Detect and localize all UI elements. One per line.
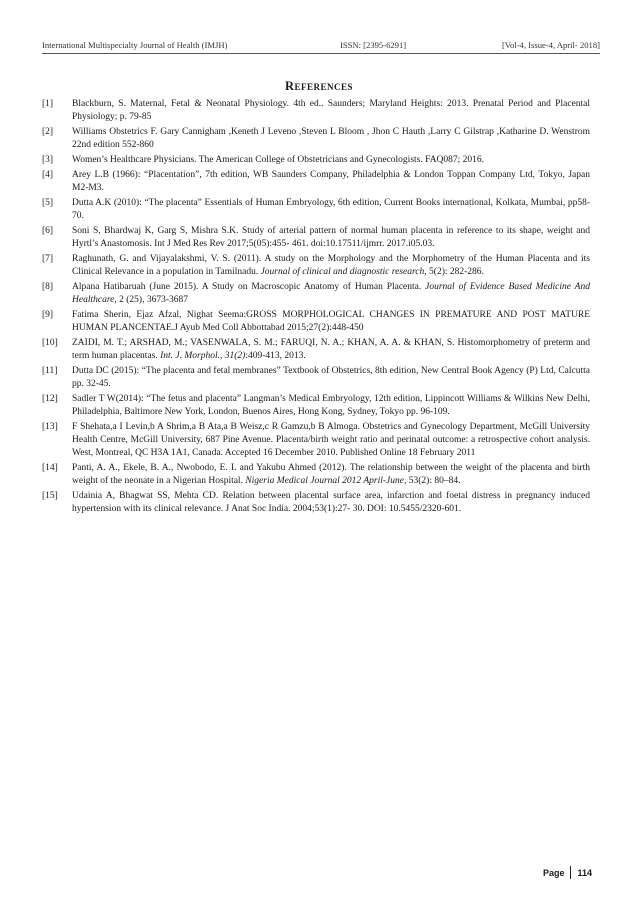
reference-journal-title: Journal of clinical and diagnostic research [260,267,425,277]
page-label: Page [542,867,565,878]
journal-name: International Multispecialty Journal of Health (IMJH) [42,40,228,50]
reference-item [42,169,590,195]
reference-journal-title: Journal of Evidence Based Medicine And Healthcare [72,282,590,305]
reference-number: [13] [42,422,58,432]
reference-item [42,365,590,391]
reference-text-lead: Panti, A. A., Ekele, B. A., Nwobodo, E. I. and Yakubu Ahmed (2012). The relationship between the weight of the placenta and birth weight of the neonate in a Nigerian Hospital. [72,463,590,486]
reference-number: [9] [42,310,54,320]
page-number: 114 [577,867,592,878]
reference-text-tail: , 5(2): 282-286. [424,267,484,277]
reference-text [72,282,590,305]
reference-text [72,338,590,361]
reference-text: Sadler T W(2014): “The fetus and placenta” Langman’s Medical Embryology, 12th edition, Lippincott Williams & Wilkins New Delhi, Philadelphia, Baltimore New York, London, Buenos Aires, Hong Kong, Sydney, Tokyo pp. 96-109. [72,394,590,417]
reference-text-lead: ZAIDI, M. T.; ARSHAD, M.; VASENWALA, S. M.; FARUQI, N. A.; KHAN, A. A. & KHAN, S. Histomorphometry of preterm and term human placentas. [72,338,590,361]
reference-number: [7] [42,254,54,264]
reference-text: Dutta DC (2015): “The placenta and fetal membranes” Textbook of Obstetrics, 8th edition, New Central Book Agency (P) Ltd, Calcutta pp. 32-45. [72,366,590,389]
reference-list [42,98,590,518]
reference-text: F Shehata,a I Levin,b A Shrim,a B Ata,a B Weisz,c R Gamzu,b B Almoga. Obstetrics and Gynecology Department, McGill University Health Centre, McGill University, 687 Pine Avenue. Placenta/birth weight ratio and perinatal outcome: a retrospective cohort analysis. West, Montreal, QC H3A 1A1, Canada. Accepted 16 December 2010. Published Online 18 February 2011 [72,422,590,458]
reference-item [42,490,590,516]
reference-text: Dutta A.K (2010): “The placenta” Essentials of Human Embryology, 6th edition, Current Books international, Kolkata, Mumbai, pp58-70. [72,198,590,221]
reference-item [42,225,590,251]
reference-number: [3] [42,155,54,165]
reference-item [42,98,590,124]
references-heading [0,79,638,94]
reference-text-tail: , 53(2): 80–84. [404,476,461,486]
reference-number: [14] [42,463,58,473]
reference-item [42,281,590,307]
reference-journal-title: Nigeria Medical Journal 2012 April-June [245,476,404,486]
reference-item [42,393,590,419]
issn-label: ISSN: [2395-6291] [340,40,407,50]
header-rule [42,53,600,54]
reference-number: [2] [42,127,54,137]
reference-text-lead: Alpana Hatibaruah (June 2015). A Study on Macroscopic Anatomy of Human Placenta. [72,282,426,292]
reference-number: [12] [42,394,58,404]
reference-item [42,197,590,223]
reference-text: Arey L.B (1966): “Placentation”, 7th edition, WB Saunders Company, Philadelphia & London Toppan Company Ltd, Tokyo, Japan M2-M3. [72,170,590,193]
reference-number: [5] [42,198,54,208]
reference-text: Blackburn, S. Maternal, Fetal & Neonatal Physiology. 4th ed.. Saunders; Maryland Heights: 2013. Prenatal Period and Placental Physiology; p. 79-85 [72,99,590,122]
reference-number: [4] [42,170,54,180]
reference-item [42,421,590,460]
reference-item [42,309,590,335]
reference-item [42,154,590,167]
reference-item [42,337,590,363]
reference-item [42,253,590,279]
reference-number: [8] [42,282,54,292]
references-heading-text: References [284,79,354,93]
reference-item [42,126,590,152]
reference-number: [15] [42,491,58,501]
page-footer [543,866,592,879]
reference-text-tail: :409-413, 2013. [245,351,306,361]
reference-text [72,463,590,486]
reference-text: Soni S, Bhardwaj K, Garg S, Mishra S.K. Study of arterial pattern of normal human placenta in reference to its shape, weight and Hyrtl’s Anastomosis. Int J Med Res Rev 2017;5(05):455- 461. doi:10.17511/ijmrr. 2017.i05.03. [72,226,590,249]
reference-text: Women’s Healthcare Physicians. The American College of Obstetricians and Gynecologists. FAQ087; 2016. [72,155,485,165]
reference-text: Udainia A, Bhagwat SS, Mehta CD. Relation between placental surface area, infarction and foetal distress in pregnancy induced hypertension with its clinical relevance. J Anat Soc India. 2004;53(1):27- 30. DOI: 10.5455/2320-601. [72,491,590,514]
reference-text: Fatima Sherin, Ejaz Afzal, Nighat Seema:GROSS MORPHOLOGICAL CHANGES IN PREMATURE AND POST MATURE HUMAN PLANCENTAE.J Ayub Med Coll Abbottabad 2015;27(2):448-450 [72,310,590,333]
reference-number: [11] [42,366,58,376]
reference-number: [6] [42,226,54,236]
reference-number: [10] [42,338,58,348]
running-header [42,40,600,56]
reference-text [72,254,590,277]
volume-issue-label: [Vol-4, Issue-4, April- 2018] [502,40,600,50]
reference-journal-title: Int. J. Morphol., 31(2) [160,351,246,361]
reference-number: [1] [42,99,54,109]
reference-text: Williams Obstetrics F. Gary Cannigham ,Keneth J Leveno ,Steven L Bloom , Jhon C Hauth ,Larry C Gilstrap ,Katharine D. Wenstrom 22nd edition 552-860 [72,127,590,150]
reference-text-lead: Raghunath, G. and Vijayalakshmi, V. S. (2011). A study on the Morphology and the Morphometry of the Human Placenta and its Clinical Relevance in a population in Tamilnadu. [72,254,590,277]
reference-text-tail: , 2 (25), 3673-3687 [114,295,189,305]
footer-separator [570,866,571,879]
reference-item [42,462,590,488]
